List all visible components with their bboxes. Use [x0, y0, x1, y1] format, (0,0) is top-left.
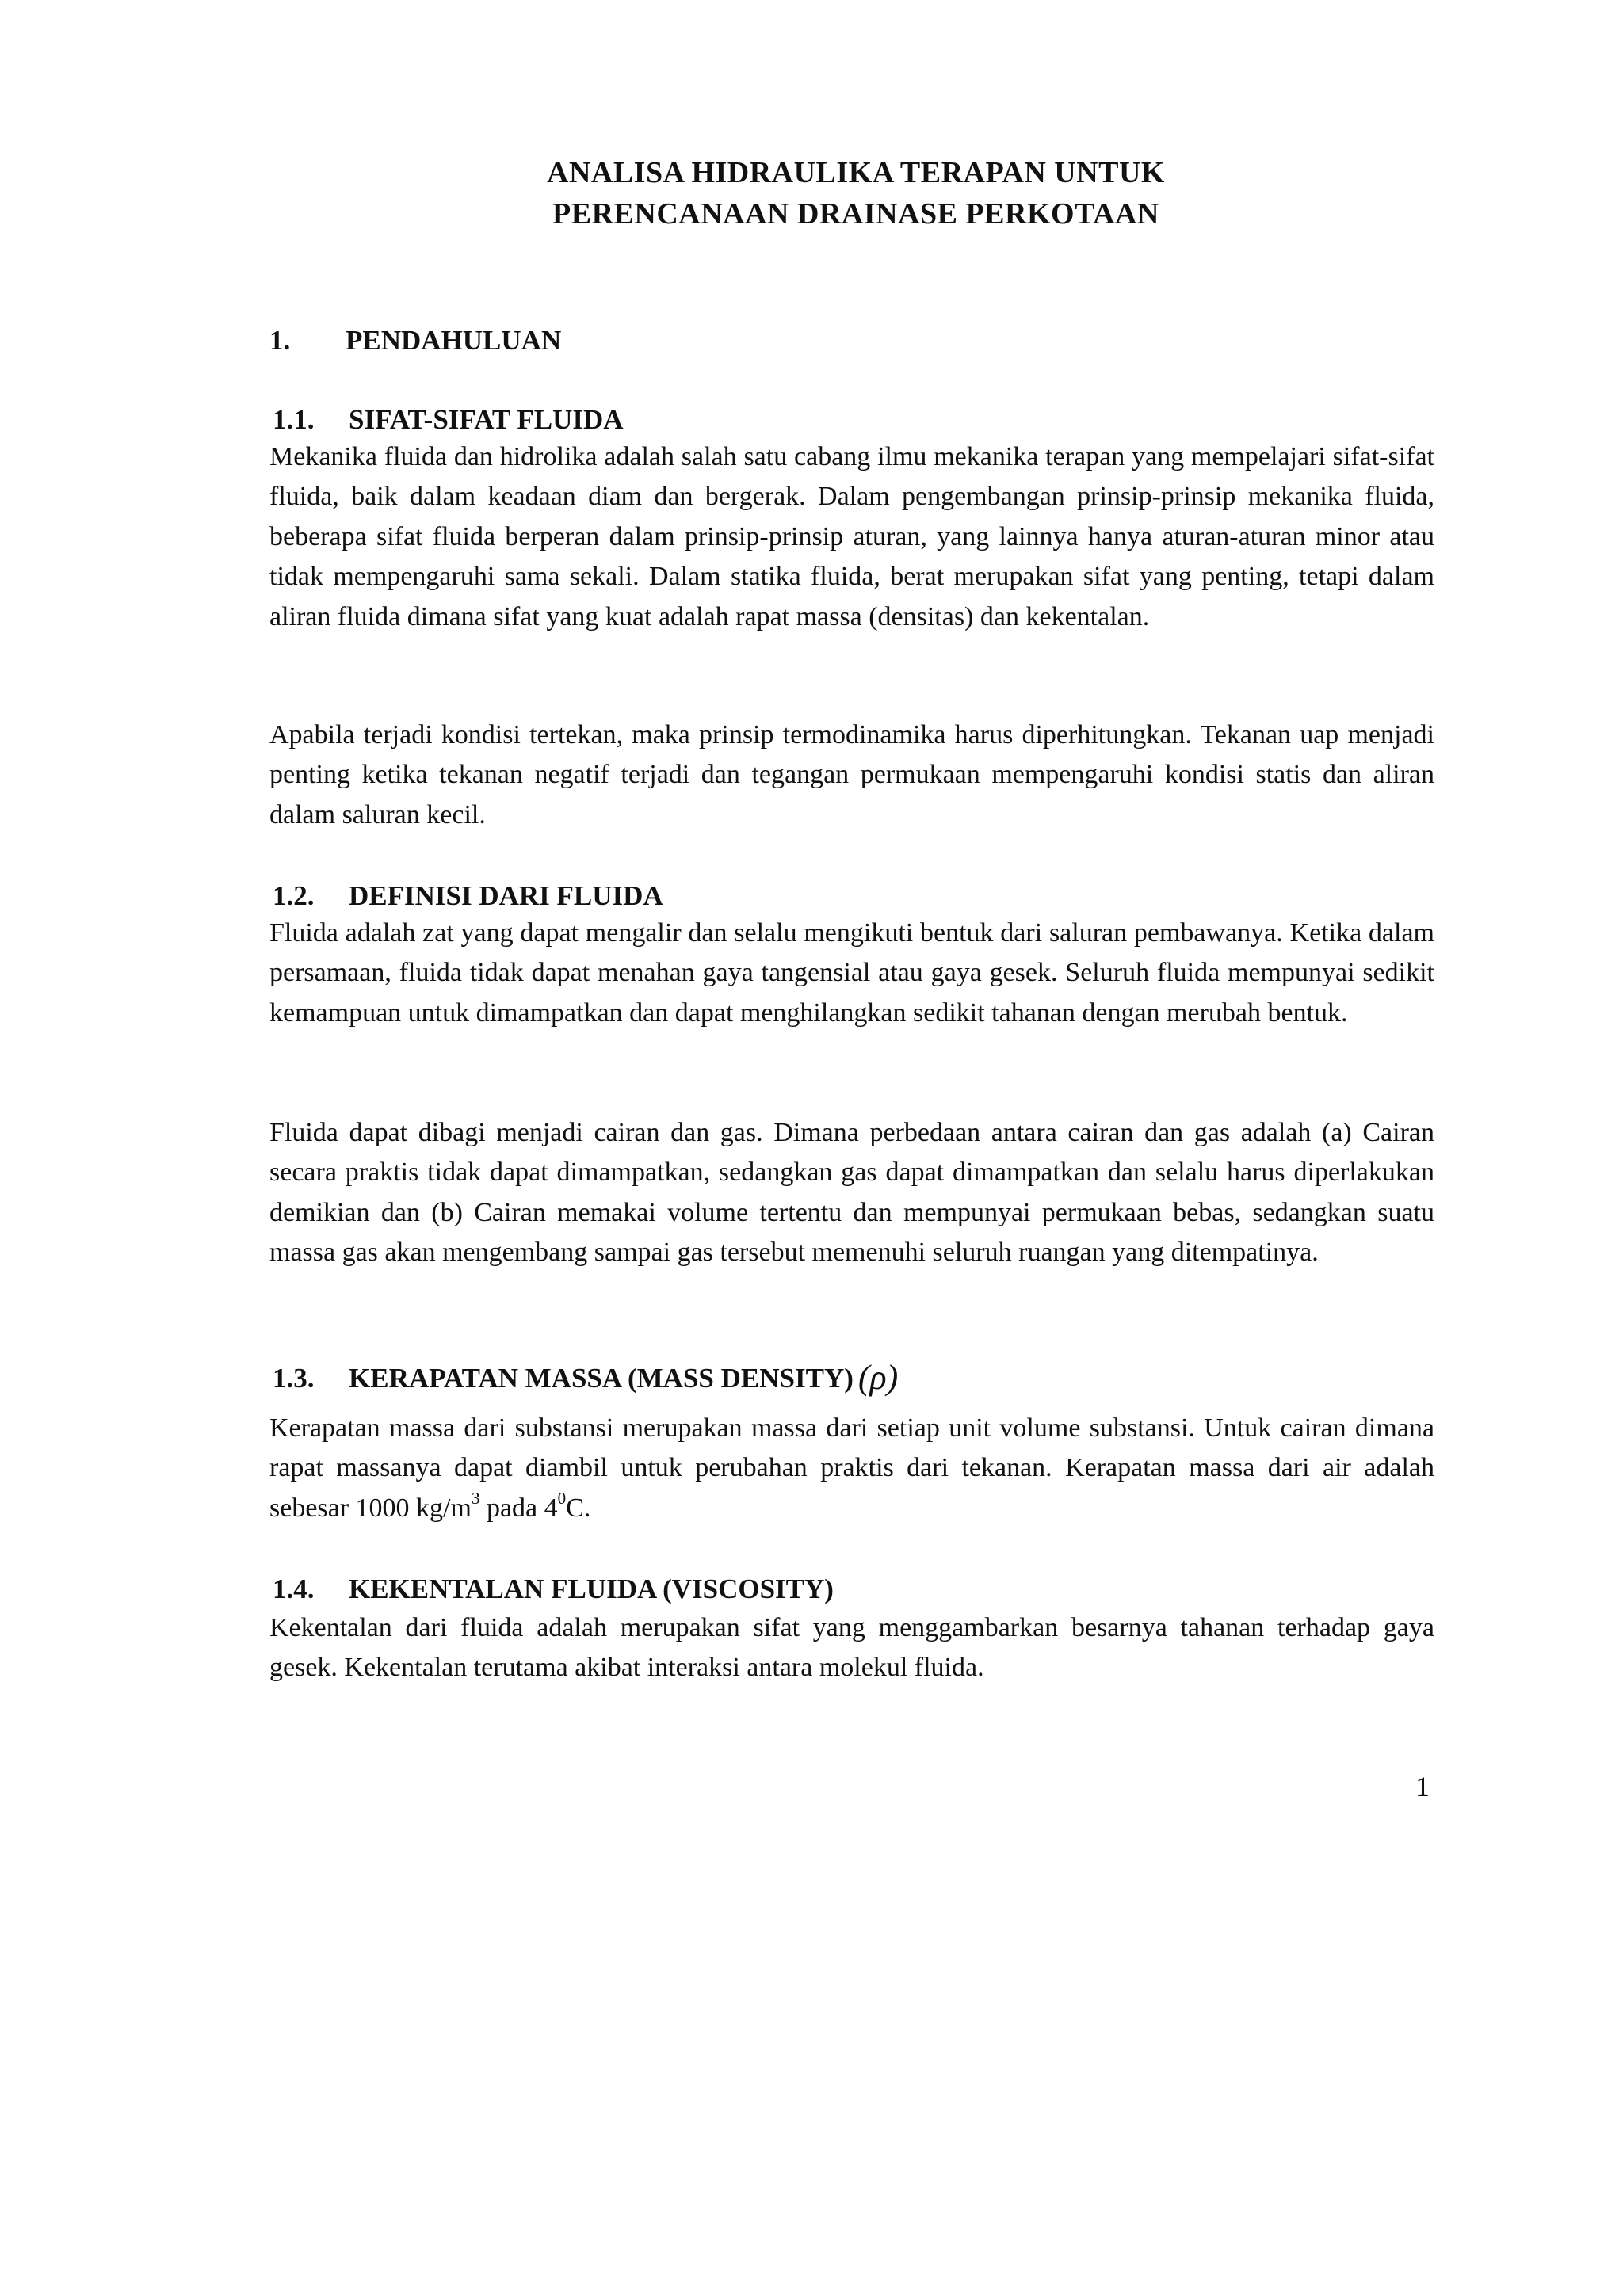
title-line-1: ANALISA HIDRAULIKA TERAPAN UNTUK	[547, 156, 1165, 189]
paragraph-1-4: Kekentalan dari fluida adalah merupakan sifat yang menggambarkan besarnya tahanan terhadap gaya gesek. Kekentalan terutama akibat interaksi antara molekul fluida.	[269, 1613, 1434, 1683]
section-number: 1.4.	[273, 1573, 315, 1604]
section-title: KERAPATAN MASSA (MASS DENSITY)	[349, 1363, 854, 1394]
section-number: 1.	[269, 325, 291, 356]
section-heading-1-4	[273, 1570, 834, 1608]
paragraph-1-3-end: C.	[566, 1493, 591, 1523]
paragraph-1-3-text: Kerapatan massa dari substansi merupakan massa dari setiap unit volume substansi. Untuk cairan dimana rapat massanya dapat diambil untuk perubahan praktis dari tekanan. Kerapatan massa dari air adalah sebesar 1000 kg/m	[269, 1413, 1434, 1523]
document-title	[0, 152, 1623, 235]
section-heading-1-3	[273, 1357, 898, 1398]
section-number: 1.3.	[273, 1363, 315, 1394]
paragraph-1-2-b: Fluida dapat dibagi menjadi cairan dan gas. Dimana perbedaan antara cairan dan gas adalah (a) Cairan secara praktis tidak dapat dimampatkan, sedangkan gas dapat dimampatkan dan selalu harus diperlakukan demikian dan (b) Cairan memakai volume tertentu dan mempunyai permukaan bebas, sedangkan suatu massa gas akan mengembang sampai gas tersebut memenuhi seluruh ruangan yang ditempatinya.	[269, 1118, 1434, 1268]
section-title: SIFAT-SIFAT FLUIDA	[349, 404, 624, 435]
superscript-degree: 0	[557, 1489, 567, 1508]
section-title: PENDAHULUAN	[346, 325, 562, 356]
title-line-2: PERENCANAAN DRAINASE PERKOTAAN	[552, 197, 1159, 231]
page-number: 1	[1415, 1771, 1430, 1802]
section-number: 1.1.	[273, 404, 315, 435]
paragraph-1-2-a: Fluida adalah zat yang dapat mengalir dan selalu mengikuti bentuk dari saluran pembawanya. Ketika dalam persamaan, fluida tidak dapat menahan gaya tangensial atau gaya gesek. Seluruh fluida mempunyai sedikit kemampuan untuk dimampatkan dan dapat menghilangkan sedikit tahanan dengan merubah bentuk.	[269, 918, 1434, 1028]
paragraph-1-3-mid: pada 4	[479, 1493, 558, 1523]
section-number: 1.2.	[273, 880, 315, 911]
section-heading-1-1	[273, 401, 624, 439]
section-title: DEFINISI DARI FLUIDA	[349, 880, 663, 911]
paragraph-1-1-a: Mekanika fluida dan hidrolika adalah salah satu cabang ilmu mekanika terapan yang mempelajari sifat-sifat fluida, baik dalam keadaan diam dan bergerak. Dalam pengembangan prinsip-prinsip mekanika fluida, beberapa sifat fluida berperan dalam prinsip-prinsip aturan, yang lainnya hanya aturan-aturan minor atau tidak mempengaruhi sama sekali. Dalam statika fluida, berat merupakan sifat yang penting, tetapi dalam aliran fluida dimana sifat yang kuat adalah rapat massa (densitas) dan kekentalan.	[269, 442, 1434, 631]
superscript-cubed: 3	[471, 1489, 480, 1508]
paragraph-1-1-b: Apabila terjadi kondisi tertekan, maka prinsip termodinamika harus diperhitungkan. Tekanan uap menjadi penting ketika tekanan negatif terjadi dan tegangan permukaan mempengaruhi kondisi statis dan aliran dalam saluran kecil.	[269, 720, 1434, 830]
section-heading-1	[269, 322, 561, 360]
rho-symbol: (ρ)	[857, 1358, 899, 1397]
paragraph-1-3	[269, 1409, 1434, 1528]
section-heading-1-2	[273, 877, 663, 915]
section-title: KEKENTALAN FLUIDA (VISCOSITY)	[349, 1573, 834, 1604]
